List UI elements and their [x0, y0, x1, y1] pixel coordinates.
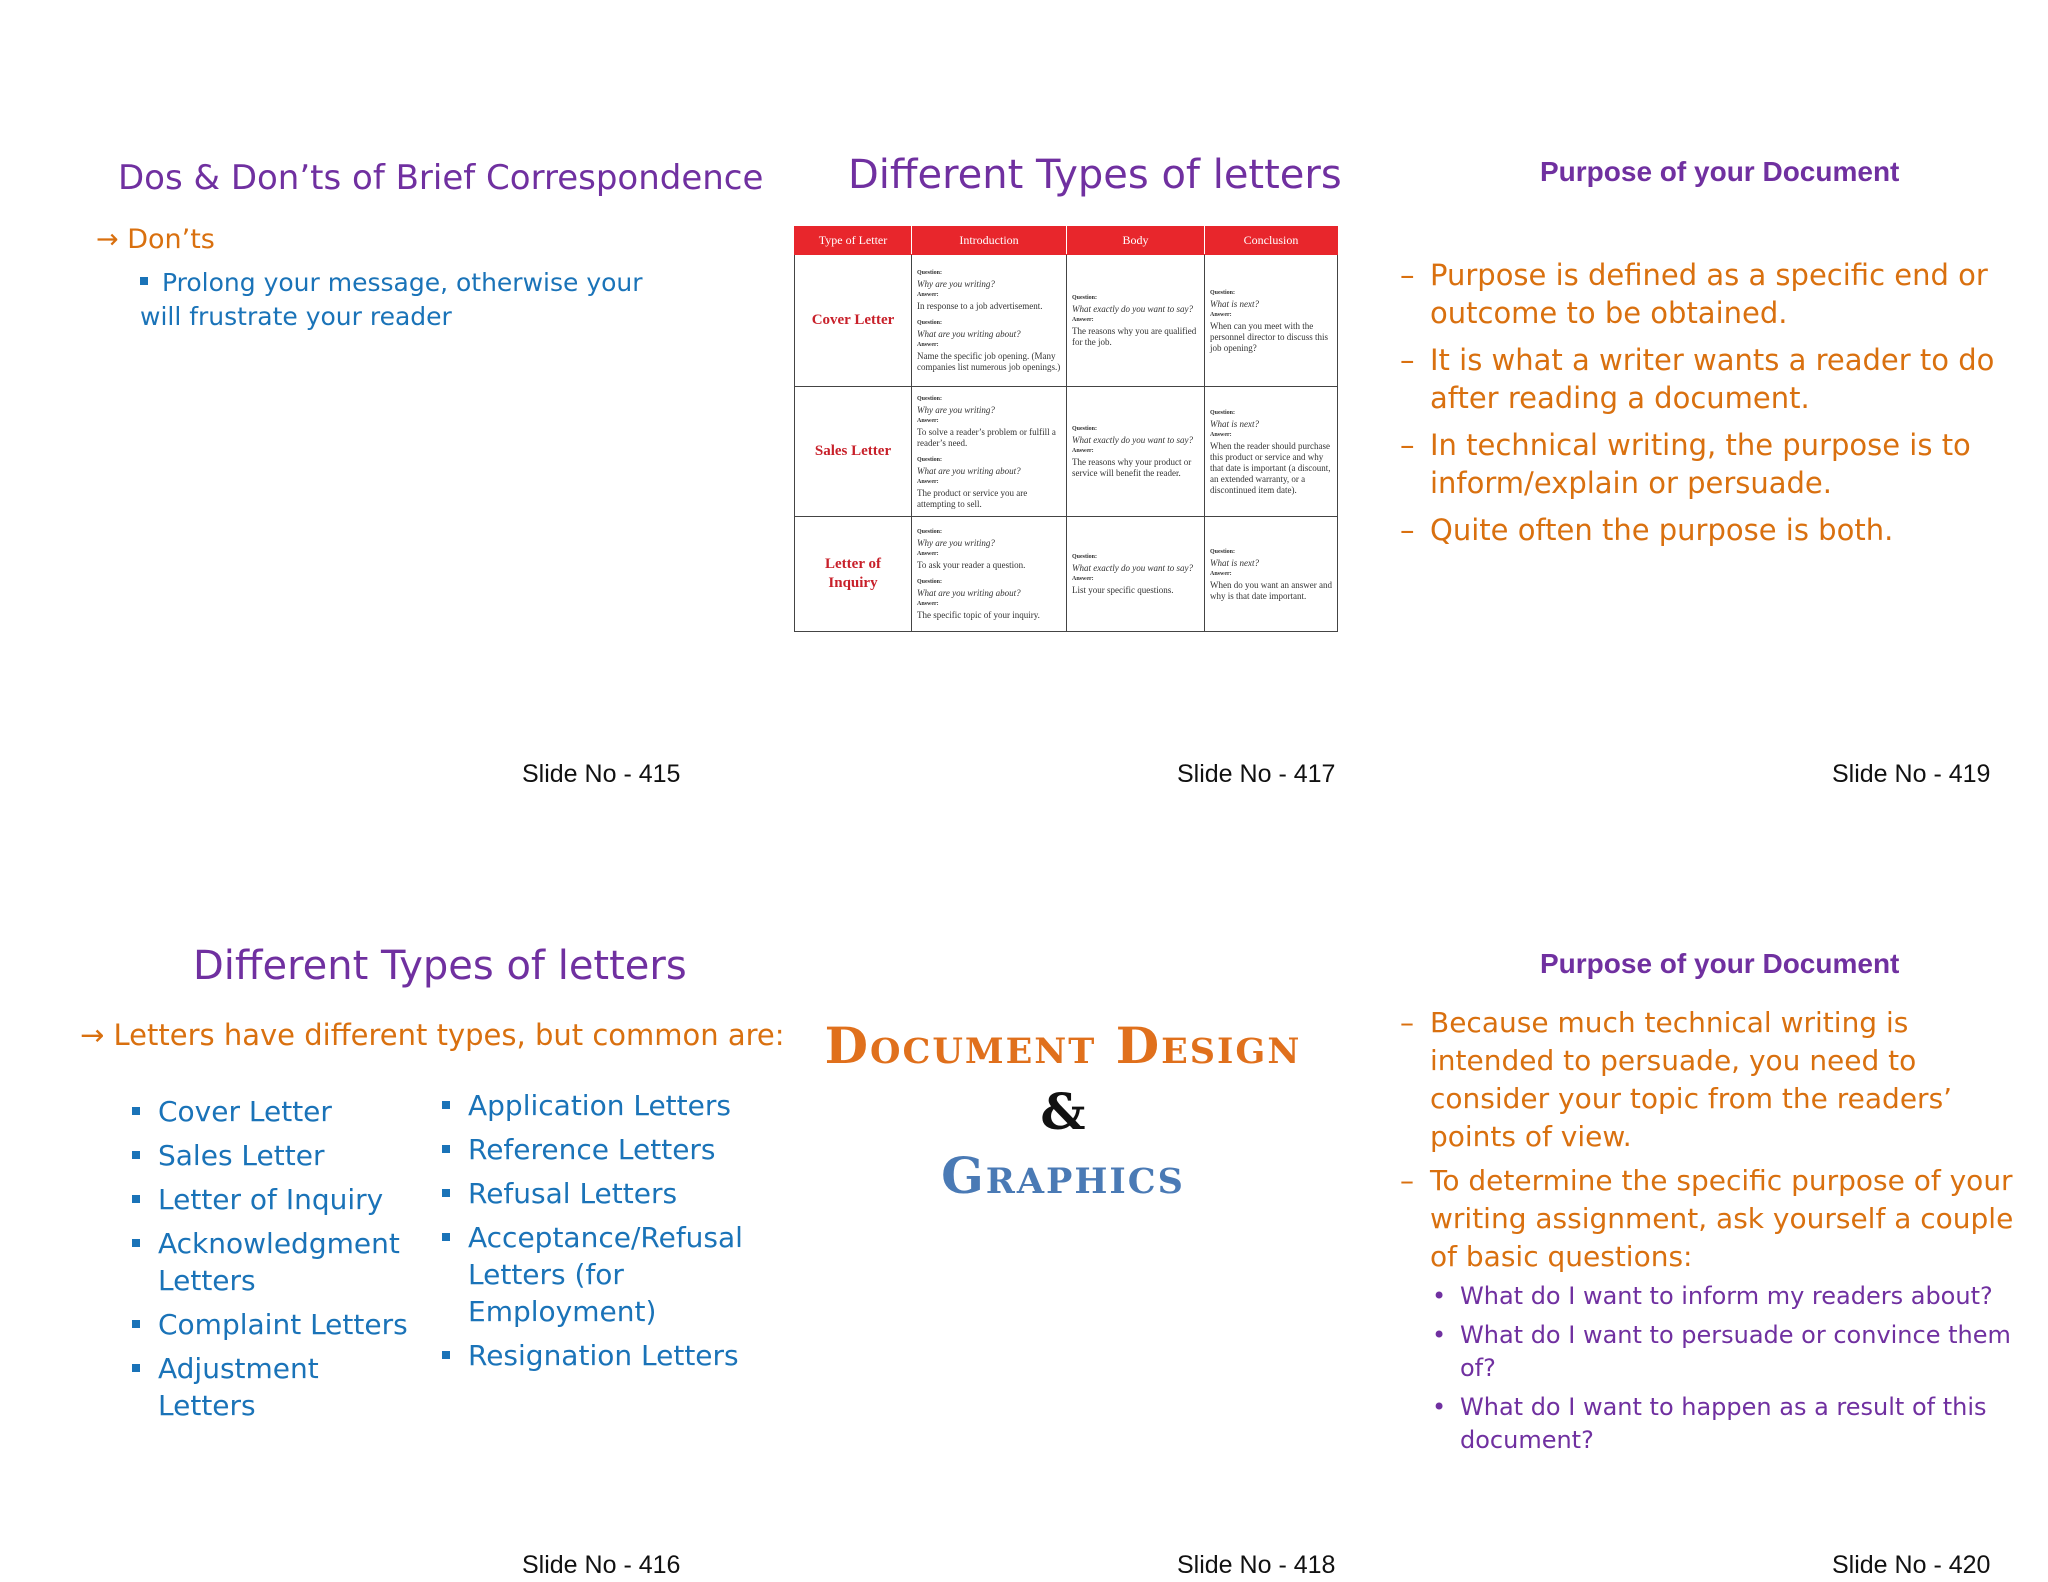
question-text: What is next?: [1210, 298, 1259, 309]
question-text: What exactly do you want to say?: [1072, 435, 1193, 445]
question-label: Question:: [917, 320, 943, 326]
question-label: Question:: [1072, 295, 1098, 301]
answer-label: Answer:: [917, 478, 939, 485]
question-label: Question:: [917, 529, 943, 535]
intro-cell: [912, 387, 1067, 517]
list-item: [1400, 1162, 2030, 1457]
list-item: Refusal Letters: [442, 1175, 742, 1212]
answer-text: The specific topic of your inquiry.: [917, 610, 1040, 620]
column-header: Type of Letter: [795, 227, 912, 255]
list-item: Reference Letters: [442, 1131, 742, 1168]
letter-types-right-list: [442, 1087, 742, 1381]
list-item: Cover Letter: [132, 1093, 422, 1130]
list-item-text: In technical writing, the purpose is to inform/explain or persuade.: [1430, 428, 1971, 500]
answer-label: Answer:: [1072, 576, 1094, 582]
answer-label: Answer:: [917, 417, 939, 424]
list-item-text: It is what a writer wants a reader to do after reading a document.: [1430, 343, 1995, 415]
letter-type-cell: Letter of Inquiry: [795, 517, 912, 632]
question-text: What are you writing about?: [917, 588, 1021, 598]
list-item: Application Letters: [442, 1087, 742, 1124]
body-cell: [1067, 517, 1205, 632]
purpose-list: [1400, 256, 2010, 558]
purpose-list: [1400, 1004, 2030, 1463]
question-text: What are you writing about?: [917, 465, 1021, 476]
answer-label: Answer:: [1072, 448, 1094, 454]
letter-types-left-list: [132, 1093, 422, 1431]
table-row: [795, 255, 1338, 387]
dash-icon: –: [1400, 513, 1415, 547]
answer-label: Answer:: [917, 601, 939, 607]
question-label: Question:: [917, 395, 943, 402]
question-text: What exactly do you want to say?: [1072, 563, 1193, 573]
table-row: [795, 387, 1338, 517]
list-item: Letter of Inquiry: [132, 1181, 422, 1218]
intro-cell: [912, 255, 1067, 387]
body-cell: [1067, 387, 1205, 517]
question-item: • What do I want to persuade or convince them of?: [1430, 1319, 2030, 1385]
question-text: Why are you writing?: [917, 538, 995, 548]
list-item: Sales Letter: [132, 1137, 422, 1174]
intro-cell: [912, 517, 1067, 632]
arrow-icon: →: [80, 1018, 105, 1052]
letter-type-cell: Sales Letter: [795, 387, 912, 517]
question-label: Question:: [1210, 289, 1236, 296]
answer-text: To ask your reader a question.: [917, 560, 1026, 570]
list-item: [1400, 341, 2010, 417]
slide-title: Dos & Don’ts of Brief Correspondence: [118, 158, 764, 198]
question-label: Question:: [1210, 548, 1236, 555]
answer-text: When can you meet with the personnel director to discuss this job opening?: [1210, 320, 1328, 353]
question-label: Question:: [917, 579, 943, 585]
answer-label: Answer:: [917, 292, 939, 298]
dash-icon: –: [1400, 343, 1415, 377]
conclusion-cell: [1205, 255, 1338, 387]
answer-label: Answer:: [1210, 431, 1232, 438]
list-item-text: Purpose is defined as a specific end or outcome to be obtained.: [1430, 258, 1988, 330]
slide-number: Slide No - 419: [1832, 760, 1991, 788]
square-bullet-icon: [140, 277, 148, 285]
slide-title: Different Types of letters: [193, 943, 687, 989]
body-cell: [1067, 255, 1205, 387]
section-title-line1: Document Design: [824, 1016, 1302, 1075]
question-text: What exactly do you want to say?: [1072, 304, 1193, 314]
answer-label: Answer:: [1210, 311, 1232, 318]
slide-number: Slide No - 415: [522, 760, 681, 788]
bullet-text: Prolong your message, otherwise your will frustrate your reader: [140, 268, 643, 331]
arrow-icon: →: [96, 224, 119, 255]
question-item: • What do I want to happen as a result of this document?: [1430, 1391, 2030, 1457]
letter-types-table: [794, 226, 1338, 632]
list-item-text: To determine the specific purpose of your writing assignment, ask yourself a couple of basic questions:: [1430, 1164, 2014, 1273]
slide-number: Slide No - 418: [1177, 1551, 1336, 1579]
question-text: Why are you writing?: [917, 404, 995, 415]
question-label: Question:: [1210, 409, 1236, 416]
conclusion-cell: [1205, 387, 1338, 517]
heading-text: Letters have different types, but common are:: [113, 1018, 785, 1052]
list-item: [1400, 1004, 2030, 1156]
section-title-line2: Graphics: [941, 1146, 1185, 1205]
answer-text: The reasons why you are qualified for the job.: [1072, 326, 1197, 347]
list-item: [1400, 256, 2010, 332]
list-item: Adjustment Letters: [132, 1350, 422, 1424]
list-item: Acknowledgment Letters: [132, 1225, 422, 1299]
table-header-row: [795, 227, 1338, 255]
heading-donts: [96, 224, 215, 255]
list-item-text: Quite often the purpose is both.: [1430, 513, 1894, 547]
slide-number: Slide No - 417: [1177, 760, 1336, 788]
list-item: Acceptance/Refusal Letters (for Employment): [442, 1219, 742, 1330]
question-item: • What do I want to inform my readers about?: [1430, 1280, 2030, 1313]
answer-text: Name the specific job opening. (Many companies list numerous job openings.): [917, 351, 1061, 372]
question-label: Question:: [1072, 426, 1098, 432]
list-item: [1400, 511, 2010, 549]
question-label: Question:: [917, 270, 943, 276]
answer-label: Answer:: [917, 342, 939, 348]
section-title-ampersand: &: [1040, 1082, 1086, 1141]
column-header: Conclusion: [1205, 227, 1338, 255]
slide-number: Slide No - 420: [1832, 1551, 1991, 1579]
heading-letters: [80, 1018, 785, 1052]
list-item-text: Because much technical writing is intended to persuade, you need to consider your topic from the readers’ points of view.: [1430, 1006, 1953, 1153]
question-list: [1430, 1280, 2030, 1457]
answer-label: Answer:: [1210, 570, 1232, 577]
question-text: What are you writing about?: [917, 329, 1021, 339]
slide-number: Slide No - 416: [522, 1551, 681, 1579]
list-item: Resignation Letters: [442, 1337, 742, 1374]
answer-text: When the reader should purchase this product or service and why that date is important (a discount, an extended warranty, or a discontinued item date).: [1210, 440, 1331, 495]
answer-text: The product or service you are attempting to sell.: [917, 487, 1028, 509]
answer-label: Answer:: [917, 551, 939, 557]
question-label: Question:: [1072, 554, 1098, 560]
question-text: What is next?: [1210, 418, 1259, 429]
heading-text: Don’ts: [127, 224, 215, 255]
answer-label: Answer:: [1072, 317, 1094, 323]
question-text: Why are you writing?: [917, 279, 995, 289]
question-text: What is next?: [1210, 557, 1259, 568]
slide-title: Purpose of your Document: [1540, 156, 1900, 187]
dash-icon: –: [1400, 258, 1415, 292]
answer-text: List your specific questions.: [1072, 585, 1174, 595]
list-item: [1400, 426, 2010, 502]
list-item: Complaint Letters: [132, 1306, 422, 1343]
slide-title: Different Types of letters: [848, 152, 1342, 198]
conclusion-cell: [1205, 517, 1338, 632]
letter-type-cell: Cover Letter: [795, 255, 912, 387]
column-header: Introduction: [912, 227, 1067, 255]
dash-icon: –: [1400, 428, 1415, 462]
column-header: Body: [1067, 227, 1205, 255]
slide-title: Purpose of your Document: [1540, 948, 1900, 979]
answer-text: To solve a reader’s problem or fulfill a reader’s need.: [917, 426, 1056, 448]
table-row: [795, 517, 1338, 632]
bullet-item: [140, 266, 660, 334]
answer-text: When do you want an answer and why is that date important.: [1210, 579, 1332, 601]
question-label: Question:: [917, 456, 943, 463]
answer-text: In response to a job advertisement.: [917, 301, 1043, 311]
dash-icon: –: [1400, 1006, 1414, 1039]
dash-icon: –: [1400, 1164, 1414, 1197]
answer-text: The reasons why your product or service will benefit the reader.: [1072, 457, 1192, 478]
